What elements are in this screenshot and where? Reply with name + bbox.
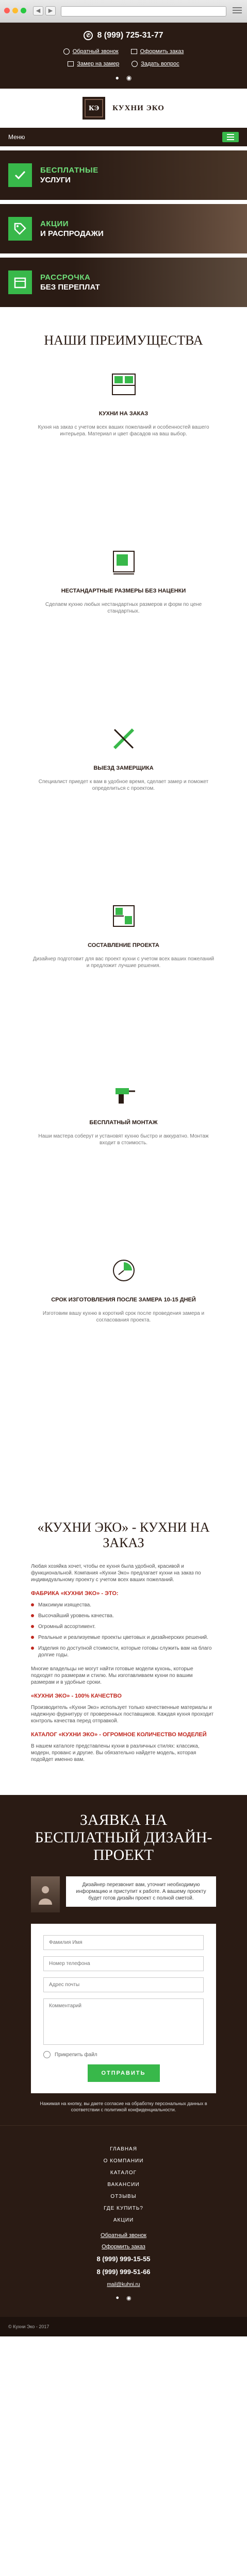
footer-social bbox=[0, 2295, 247, 2301]
ruler-measure-icon bbox=[108, 723, 139, 754]
advantage-title: СРОК ИЗГОТОВЛЕНИЯ ПОСЛЕ ЗАМЕРА 10-15 ДНЕЙ bbox=[51, 1297, 196, 1303]
vk-icon[interactable]: ● bbox=[116, 2295, 120, 2301]
checkmark-icon bbox=[8, 163, 32, 187]
email-field[interactable] bbox=[43, 1977, 204, 1992]
advantage-item bbox=[0, 1255, 247, 1432]
instagram-icon[interactable]: ◉ bbox=[126, 74, 132, 81]
about-subheading: «КУХНИ ЭКО» - 100% КАЧЕСТВО bbox=[31, 1693, 122, 1699]
request-form-section bbox=[0, 1795, 247, 2125]
footer-nav bbox=[0, 2146, 247, 2223]
about-paragraph: В нашем каталоге представлены кухни в различных стилях: классика, модерн, прованс и другие. Вы обязательно найдете модель, которая подойдет именно вам. bbox=[31, 1743, 200, 1762]
footer-nav-item[interactable]: АКЦИИ bbox=[113, 2217, 134, 2223]
promo-subtitle: И РАСПРОДАЖИ bbox=[40, 229, 104, 238]
menu-bar bbox=[0, 128, 247, 146]
close-window-icon[interactable] bbox=[4, 8, 10, 13]
list-item: Изделия по доступной стоимости, которые готовы служить вам на благо долгие годы. bbox=[31, 1645, 216, 1658]
list-item: Реальные и реализуемые проекты цветовых и дизайнерских решений. bbox=[31, 1634, 216, 1641]
logo[interactable] bbox=[0, 89, 247, 128]
instagram-icon[interactable]: ◉ bbox=[126, 2295, 131, 2301]
footer-nav-item[interactable]: ВАКАНСИИ bbox=[107, 2182, 140, 2188]
advantage-item bbox=[0, 546, 247, 723]
comment-field[interactable] bbox=[43, 1998, 204, 2045]
promo-subtitle: УСЛУГИ bbox=[40, 176, 71, 184]
header-links bbox=[0, 48, 247, 55]
forward-icon[interactable]: ▶ bbox=[45, 6, 56, 15]
advantage-desc: Кухня на заказ с учетом всех ваших пожеланий и особенностей вашего интерьера. Материал и цвет фасадов на ваш выбор. bbox=[38, 425, 209, 437]
promo-installment[interactable] bbox=[0, 258, 247, 307]
back-icon[interactable]: ◀ bbox=[33, 6, 43, 15]
tag-icon bbox=[8, 217, 32, 241]
footer-nav-item[interactable]: ГЛАВНАЯ bbox=[110, 2146, 137, 2152]
advantage-desc: Наши мастера соберут и установят кухню быстро и аккуратно. Монтаж входит в стоимость. bbox=[38, 1133, 209, 1146]
advantage-desc: Дизайнер подготовит для вас проект кухни с учетом всех ваших пожеланий и предложит лучшие решения. bbox=[32, 956, 215, 969]
kitchen-cabinet-icon bbox=[108, 369, 139, 400]
request-form bbox=[31, 1924, 216, 2093]
logo-text: КУХНИ ЭКО bbox=[112, 104, 164, 112]
maximize-window-icon[interactable] bbox=[21, 8, 26, 13]
advantage-item bbox=[0, 901, 247, 1078]
name-field[interactable] bbox=[43, 1935, 204, 1950]
footer-phone-1[interactable]: 8 (999) 999-15-55 bbox=[96, 2255, 151, 2263]
phone-field[interactable] bbox=[43, 1956, 204, 1971]
promo-subtitle: БЕЗ ПЕРЕПЛАТ bbox=[40, 283, 100, 292]
advantage-title: ВЫЕЗД ЗАМЕРЩИКА bbox=[93, 765, 154, 771]
copyright: © Кухни Эко - 2017 bbox=[0, 2317, 247, 2336]
menu-label[interactable]: Меню bbox=[8, 133, 25, 141]
logo-mark: КЭ bbox=[83, 97, 105, 120]
about-list bbox=[31, 1602, 216, 1658]
attach-file-label[interactable]: Прикрепить файл bbox=[55, 2052, 97, 2058]
clock-icon bbox=[108, 1255, 139, 1286]
blueprint-icon bbox=[108, 901, 139, 931]
advantages-title: НАШИ ПРЕИМУЩЕСТВА bbox=[44, 333, 203, 348]
callback-icon bbox=[63, 48, 70, 55]
advantages-list bbox=[0, 369, 247, 1432]
footer-nav-item[interactable]: ОТЗЫВЫ bbox=[110, 2194, 137, 2199]
about-subheading: ФАБРИКА «КУХНИ ЭКО» - ЭТО: bbox=[31, 1590, 119, 1597]
promo-title: БЕСПЛАТНЫЕ bbox=[40, 166, 98, 175]
designer-photo bbox=[31, 1876, 60, 1912]
list-item: Огромный ассортимент. bbox=[31, 1623, 216, 1630]
vk-icon[interactable]: ● bbox=[115, 74, 119, 81]
callback-link[interactable] bbox=[63, 48, 119, 55]
promo-free-services[interactable] bbox=[0, 150, 247, 200]
footer-order-link[interactable]: Оформить заказ bbox=[102, 2244, 145, 2250]
phone-icon: ✆ bbox=[84, 31, 93, 40]
header-social bbox=[0, 74, 247, 81]
browser-menu-icon[interactable] bbox=[233, 7, 242, 15]
paperclip-icon bbox=[43, 2051, 51, 2058]
designer-callout bbox=[31, 1876, 216, 1912]
promo-title: АКЦИИ bbox=[40, 219, 69, 228]
question-icon bbox=[131, 61, 138, 67]
advantage-item bbox=[0, 723, 247, 901]
promo-sales[interactable] bbox=[0, 204, 247, 253]
callout-text: Дизайнер перезвонит вам, уточнит необходимую информацию и приступит к работе. А вашему проекту будет готов дизайн проект с полной сметой. bbox=[66, 1876, 216, 1907]
question-label[interactable]: Задать вопрос bbox=[141, 61, 179, 67]
top-header bbox=[0, 23, 247, 89]
advantage-desc: Сделаем кухню любых нестандартных размеров и форм по цене стандартных. bbox=[45, 602, 202, 614]
footer-callback-link[interactable]: Обратный звонок bbox=[101, 2232, 146, 2239]
question-link[interactable] bbox=[131, 61, 179, 67]
browser-toolbar bbox=[0, 0, 247, 23]
attach-file[interactable] bbox=[43, 2051, 204, 2058]
person-icon bbox=[38, 1884, 53, 1905]
list-item: Максимум изящества. bbox=[31, 1602, 216, 1608]
submit-button[interactable]: ОТПРАВИТЬ bbox=[88, 2064, 160, 2082]
order-link[interactable] bbox=[131, 48, 184, 55]
footer-links bbox=[0, 2232, 247, 2250]
advantage-title: СОСТАВЛЕНИЕ ПРОЕКТА bbox=[88, 942, 159, 948]
hamburger-menu-icon[interactable] bbox=[222, 132, 239, 142]
promo-title: РАССРОЧКА bbox=[40, 273, 91, 282]
about-paragraph: Многие владельцы не могут найти готовые модели кухонь, которые подходят по размерам и стилю. Мы изготавливаем кухни по вашим размерам и в удобные сроки. bbox=[31, 1666, 193, 1685]
advantage-item bbox=[0, 1078, 247, 1255]
about-paragraph: Производитель «Кухни Эко» использует только качественные материалы и надежную фурнитуру от проверенных поставщиков. Каждая кухня проходит контроль качества перед отправкой. bbox=[31, 1705, 214, 1724]
footer-nav-item[interactable]: КАТАЛОГ bbox=[110, 2170, 137, 2176]
calendar-icon bbox=[8, 270, 32, 294]
about-subheading: КАТАЛОГ «КУХНИ ЭКО» - ОГРОМНОЕ КОЛИЧЕСТВО МОДЕЛЕЙ bbox=[31, 1732, 207, 1738]
consent-note: Нажимая на кнопку, вы даете согласие на обработку персональных данных в соответствии с политикой конфиденциальности. bbox=[40, 2101, 207, 2112]
cart-icon bbox=[131, 49, 137, 54]
advantage-desc: Изготовим вашу кухню в короткий срок после проведения замера и согласования проекта. bbox=[42, 1311, 205, 1323]
form-title: ЗАЯВКА НА БЕСПЛАТНЫЙ ДИЗАЙН-ПРОЕКТ bbox=[35, 1811, 212, 1863]
address-bar[interactable] bbox=[61, 6, 226, 16]
footer-phone-2[interactable]: 8 (999) 999-51-66 bbox=[96, 2268, 151, 2276]
resize-icon bbox=[108, 546, 139, 577]
drill-icon bbox=[108, 1078, 139, 1109]
footer bbox=[0, 2125, 247, 2317]
about-title: «КУХНИ ЭКО» - КУХНИ НА ЗАКАЗ bbox=[37, 1520, 210, 1550]
header-phone[interactable] bbox=[0, 31, 247, 40]
minimize-window-icon[interactable] bbox=[12, 8, 18, 13]
window-controls bbox=[4, 8, 26, 13]
about-section bbox=[0, 1443, 247, 1785]
about-paragraph: Любая хозяйка хочет, чтобы ее кухня была удобной, красивой и функциональной. Компания «Кухни Эко» предлагает кухни на заказ по индивидуальному проекту с учетом всех ваших пожеланий. bbox=[31, 1564, 201, 1583]
footer-nav-item[interactable]: ГДЕ КУПИТЬ? bbox=[104, 2206, 143, 2211]
header-links-2 bbox=[0, 61, 247, 67]
designer-link[interactable] bbox=[68, 61, 119, 67]
advantages-section bbox=[0, 307, 247, 1443]
browser-nav bbox=[33, 6, 56, 15]
list-item: Высочайший уровень качества. bbox=[31, 1613, 216, 1619]
header-phone-number[interactable]: 8 (999) 725-31-77 bbox=[97, 31, 163, 40]
advantage-title: КУХНИ НА ЗАКАЗ bbox=[98, 411, 149, 417]
designer-label[interactable]: Замер на замер bbox=[77, 61, 120, 67]
footer-nav-item[interactable]: О КОМПАНИИ bbox=[103, 2158, 144, 2164]
advantage-item bbox=[0, 369, 247, 546]
advantage-title: БЕСПЛАТНЫЙ МОНТАЖ bbox=[89, 1120, 158, 1126]
callback-label[interactable]: Обратный звонок bbox=[72, 48, 119, 55]
footer-email[interactable]: mail@kuhni.ru bbox=[107, 2282, 140, 2287]
ruler-icon bbox=[68, 61, 74, 66]
advantage-title: НЕСТАНДАРТНЫЕ РАЗМЕРЫ БЕЗ НАЦЕНКИ bbox=[61, 588, 186, 594]
advantage-desc: Специалист приедет к вам в удобное время, сделает замер и поможет определиться с проектом. bbox=[38, 779, 209, 791]
order-label[interactable]: Оформить заказ bbox=[140, 48, 184, 55]
